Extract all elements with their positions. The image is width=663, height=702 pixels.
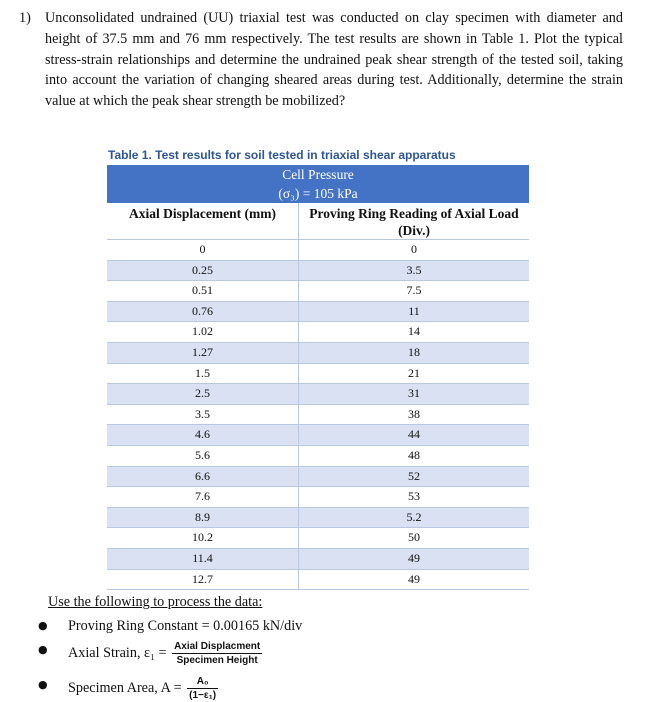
- axial-displacement-cell: 11.4: [107, 548, 299, 569]
- axial-displacement-cell: 10.2: [107, 528, 299, 549]
- proving-ring-reading-cell: 49: [299, 548, 530, 569]
- bullet-dot-icon: ●: [38, 678, 48, 691]
- table-row: [107, 384, 529, 405]
- axial-displacement-cell: 0.51: [107, 281, 299, 302]
- results-table: [107, 165, 529, 590]
- proving-ring-reading-cell: 44: [299, 425, 530, 446]
- axial-displacement-cell: 1.27: [107, 342, 299, 363]
- bullet-axial-strain: [38, 640, 608, 667]
- axial-displacement-cell: 12.7: [107, 569, 299, 590]
- notes-block: [38, 592, 608, 702]
- axial-displacement-cell: 0.25: [107, 260, 299, 281]
- question-number: 1): [19, 10, 31, 26]
- specimen-area-denominator: (1−ε₁): [189, 690, 217, 701]
- axial-displacement-cell: 5.6: [107, 445, 299, 466]
- proving-ring-reading-cell: 21: [299, 363, 530, 384]
- question-text-block: [19, 8, 623, 112]
- proving-ring-reading-cell: 18: [299, 342, 530, 363]
- table-row: [107, 425, 529, 446]
- proving-ring-reading-cell: 48: [299, 445, 530, 466]
- axial-displacement-cell: 8.9: [107, 507, 299, 528]
- axial-displacement-cell: 4.6: [107, 425, 299, 446]
- specimen-area-label: Specimen Area, A =: [68, 679, 182, 696]
- notes-title: Use the following to process the data:: [48, 594, 263, 610]
- axial-displacement-cell: 3.5: [107, 404, 299, 425]
- proving-ring-reading-cell: 31: [299, 384, 530, 405]
- proving-ring-reading-cell: 14: [299, 322, 530, 343]
- specimen-area-numerator: A₀: [187, 675, 218, 689]
- column-header-row: [107, 203, 529, 240]
- table-row: [107, 322, 529, 343]
- proving-ring-reading-cell: 7.5: [299, 281, 530, 302]
- axial-displacement-cell: 1.5: [107, 363, 299, 384]
- cell-pressure-value: (σ₃) = 105 kPa: [107, 184, 529, 203]
- question-body: Unconsolidated undrained (UU) triaxial test was conducted on clay specimen with diameter and height of 37.5 mm and 76 mm respectively. The test results are shown in Table 1. Plot the typical stress-strain relationships and determine the undrained peak shear strength of the tested soil, taking into account the variation of changing sheared areas during test. Additionally, determine the strain value at which the peak shear strength be mobilized?: [45, 10, 623, 110]
- axial-displacement-cell: 2.5: [107, 384, 299, 405]
- table-row: [107, 260, 529, 281]
- table-row: [107, 569, 529, 590]
- table-row: [107, 281, 529, 302]
- table-row: [107, 466, 529, 487]
- table-row: [107, 548, 529, 569]
- proving-ring-reading-cell: 49: [299, 569, 530, 590]
- header-cell-pressure-value-row: [107, 184, 529, 203]
- axial-displacement-cell: 1.02: [107, 322, 299, 343]
- table-row: [107, 528, 529, 549]
- proving-ring-reading-cell: 50: [299, 528, 530, 549]
- axial-strain-denominator: Specimen Height: [176, 655, 258, 666]
- col-header-proving-ring: Proving Ring Reading of Axial Load (Div.): [299, 203, 530, 240]
- proving-ring-reading-cell: 5.2: [299, 507, 530, 528]
- proving-ring-reading-cell: 52: [299, 466, 530, 487]
- table-row: [107, 445, 529, 466]
- specimen-area-fraction: [187, 675, 218, 702]
- proving-ring-reading-cell: 53: [299, 487, 530, 508]
- table-row: [107, 487, 529, 508]
- axial-displacement-cell: 0: [107, 240, 299, 261]
- axial-displacement-cell: 6.6: [107, 466, 299, 487]
- proving-ring-reading-cell: 0: [299, 240, 530, 261]
- header-cell-pressure-row: [107, 165, 529, 184]
- axial-displacement-cell: 0.76: [107, 301, 299, 322]
- cell-pressure-label: Cell Pressure: [107, 165, 529, 184]
- table-row: [107, 301, 529, 322]
- table-row: [107, 342, 529, 363]
- bullet-specimen-area: [38, 675, 608, 702]
- proving-ring-reading-cell: 3.5: [299, 260, 530, 281]
- axial-strain-fraction: [172, 640, 262, 667]
- axial-strain-numerator: Axial Displacment: [174, 641, 261, 652]
- axial-strain-label: Axial Strain, ε₁ =: [68, 644, 167, 661]
- table-row: [107, 404, 529, 425]
- table-row: [107, 507, 529, 528]
- table-row: [107, 363, 529, 384]
- bullet-dot-icon: ●: [38, 619, 48, 632]
- col-header-axial-displacement: Axial Displacement (mm): [107, 203, 299, 240]
- proving-ring-reading-cell: 38: [299, 404, 530, 425]
- axial-displacement-cell: 7.6: [107, 487, 299, 508]
- table-caption: Table 1. Test results for soil tested in triaxial shear apparatus: [108, 148, 456, 162]
- proving-ring-constant-text: Proving Ring Constant = 0.00165 kN/div: [68, 618, 303, 634]
- table-row: [107, 240, 529, 261]
- proving-ring-reading-cell: 11: [299, 301, 530, 322]
- bullet-dot-icon: ●: [38, 643, 48, 656]
- bullet-proving-ring-constant: [38, 616, 608, 636]
